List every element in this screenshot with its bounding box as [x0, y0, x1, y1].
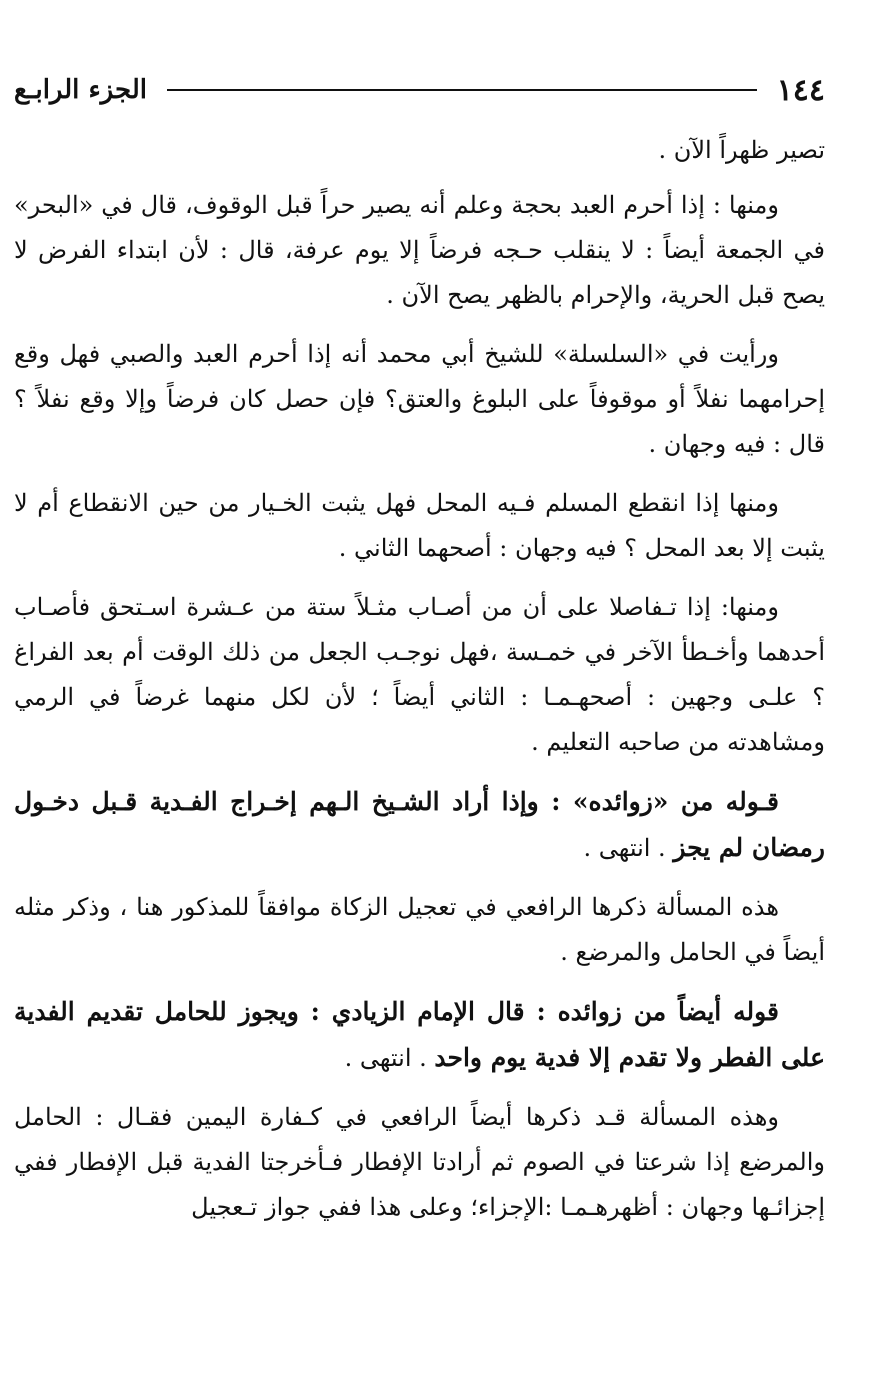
- quoted-statement-end: . انتهى .: [344, 1044, 435, 1072]
- paragraph: [14, 585, 825, 765]
- quoted-statement: [14, 779, 825, 871]
- paragraph: [14, 332, 825, 467]
- paragraph-text: ومنها إذا انقطع المسلم فـيه المحل فهل يثبت الخـيار من حين الانقطاع أم لا يثبت إلا بعد المحل ؟ فيه وجهان : أصحهما الثاني .: [14, 489, 825, 562]
- quoted-statement-bold: قـوله من «زوائده» : وإذا أراد الشـيخ الـهم إخـراج الفـدية قـبل دخـول رمضان لم يجز: [14, 787, 825, 862]
- paragraph-text: تصير ظهراً الآن .: [658, 136, 825, 164]
- quoted-statement: [14, 989, 825, 1081]
- quoted-statement-end: . انتهى .: [583, 834, 674, 862]
- header-rule: [167, 89, 757, 91]
- paragraph-text: ومنها : إذا أحرم العبد بحجة وعلم أنه يصير حراً قبل الوقوف، قال في «البحر» في الجمعة أيضاً : لا ينقلب حـجه فرضاً إلا يوم عرفة، قال : لأن ابتداء الفرض لا يصح قبل الحرية، والإحرام بالظهر يصح الآن .: [14, 191, 825, 309]
- paragraph: [14, 183, 825, 318]
- quoted-statement-bold: قوله أيضاً من زوائده : قال الإمام الزيادي : ويجوز للحامل تقديم الفدية على الفطر ولا تقدم إلا فدية يوم واحد: [14, 997, 825, 1072]
- page-number: ١٤٤: [776, 72, 825, 108]
- paragraph-text: هذه المسألة ذكرها الرافعي في تعجيل الزكاة موافقاً للمذكور هنا ، وذكر مثله أيضاً في الحامل والمرضع .: [14, 893, 825, 966]
- paragraph: [14, 481, 825, 571]
- page-body: [14, 128, 825, 1230]
- running-header: [14, 68, 825, 112]
- paragraph: [14, 1095, 825, 1230]
- paragraph-text: ومنها: إذا تـفاصلا على أن من أصـاب مثـلاً ستة من عـشرة اسـتحق فأصـاب أحدهما وأخـطأ الآخر في خمـسة ،فهل نوجـب الجعل من ذلك الوقت أم بعد الفراغ ؟ علـى وجهين : أصحهـمـا : الثاني أيضاً ؛ لأن لكل منهما غرضاً في الرمي ومشاهدته من صاحبه التعليم .: [14, 593, 826, 756]
- part-title: الجزء الرابـع: [14, 75, 147, 105]
- paragraph-continuation: [14, 128, 825, 173]
- paragraph-text: وهذه المسألة قـد ذكرها أيضاً الرافعي في كـفارة اليمين فقـال : الحامل والمرضع إذا شرعتا في الصوم ثم أرادتا الإفطار فـأخرجتا الفدية قبل الإفطار ففي إجزائـها وجهان : أظهرهـمـا :الإجزاء؛ وعلى هذا ففي جواز تـعجيل: [14, 1103, 825, 1221]
- paragraph-text: ورأيت في «السلسلة» للشيخ أبي محمد أنه إذا أحرم العبد والصبي فهل وقع إحرامهما نفلاً أو موقوفاً على البلوغ والعتق؟ فإن حصل كان فرضاً وإلا وقع نفلاً ؟ قال : فيه وجهان .: [14, 340, 825, 458]
- paragraph: [14, 885, 825, 975]
